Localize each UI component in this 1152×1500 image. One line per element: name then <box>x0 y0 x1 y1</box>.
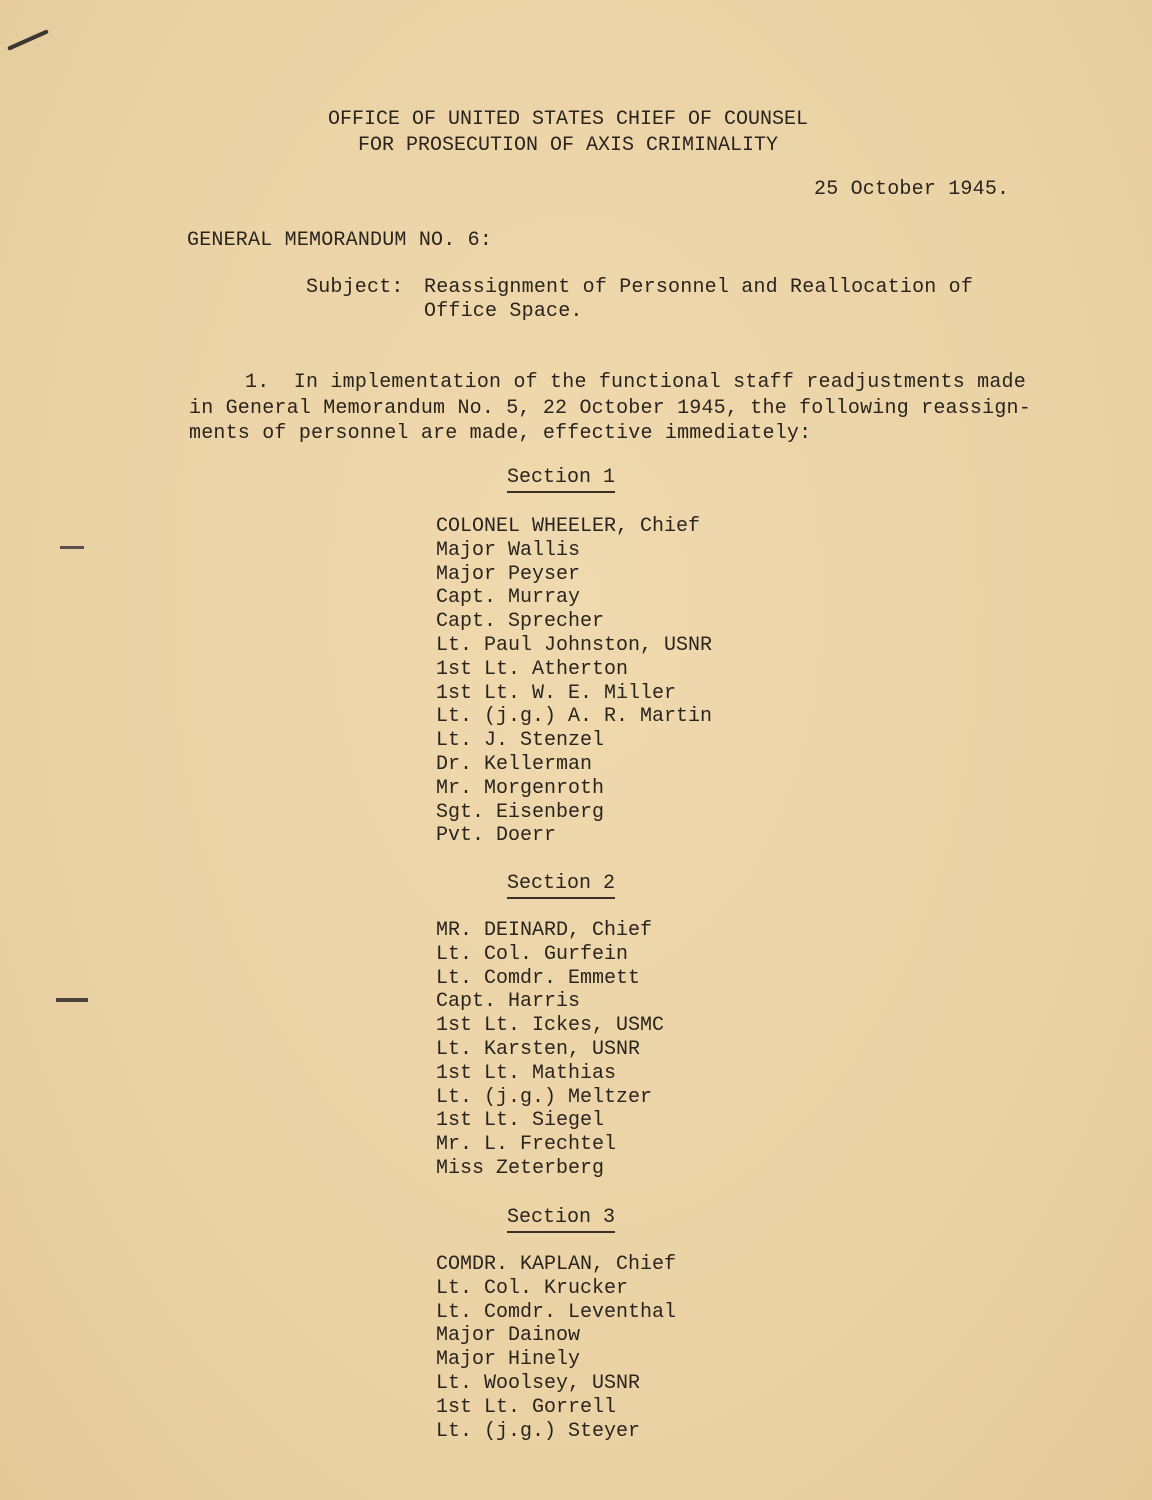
list-item: 1st Lt. W. E. Miller <box>436 681 677 705</box>
list-item: Lt. Paul Johnston, USNR <box>436 633 713 657</box>
list-item: Lt. Col. Krucker <box>436 1276 629 1300</box>
list-item: Lt. Woolsey, USNR <box>436 1371 641 1395</box>
list-item: Mr. Morgenroth <box>436 776 605 800</box>
subject-line-1: Reassignment of Personnel and Reallocation of <box>424 276 974 299</box>
list-item: Lt. Col. Gurfein <box>436 942 629 966</box>
list-item: Capt. Sprecher <box>436 610 605 634</box>
subject-label: Subject: <box>306 276 404 299</box>
list-item: MR. DEINARD, Chief <box>436 919 653 942</box>
list-item: 1st Lt. Mathias <box>436 1061 617 1085</box>
list-item: 1st Lt. Atherton <box>436 657 629 681</box>
list-item: COLONEL WHEELER, Chief <box>436 515 701 538</box>
punch-mark-2 <box>56 998 88 1002</box>
list-item: Lt. Karsten, USNR <box>436 1037 641 1061</box>
list-item: Pvt. Doerr <box>436 824 557 848</box>
list-item: Lt. (j.g.) Steyer <box>436 1419 641 1443</box>
list-item: Capt. Murray <box>436 586 581 610</box>
memo-title: GENERAL MEMORANDUM NO. 6: <box>187 229 493 252</box>
section-2-roster <box>436 919 664 1181</box>
list-item: Major Dainow <box>436 1324 581 1348</box>
section-2-title-text: Section 2 <box>507 872 615 899</box>
list-item: Lt. Comdr. Leventhal <box>436 1300 677 1324</box>
subject-line-2: Office Space. <box>424 300 583 323</box>
list-item: Lt. Comdr. Emmett <box>436 966 641 990</box>
list-item: Dr. Kellerman <box>436 752 593 776</box>
list-item: 1st Lt. Gorrell <box>436 1395 617 1419</box>
section-1-title <box>0 466 1122 490</box>
list-item: Major Hinely <box>436 1348 581 1372</box>
list-item: Major Peyser <box>436 562 581 586</box>
list-item: Lt. (j.g.) Meltzer <box>436 1085 653 1109</box>
scan-mark-top-left <box>7 29 49 51</box>
list-item: Capt. Harris <box>436 990 581 1014</box>
section-3-title-text: Section 3 <box>507 1206 615 1233</box>
paragraph-1-line-2: in General Memorandum No. 5, 22 October 1945, the following reassign- <box>189 397 1031 420</box>
office-header-line-2: FOR PROSECUTION OF AXIS CRIMINALITY <box>357 134 779 157</box>
list-item: Lt. (j.g.) A. R. Martin <box>436 705 713 729</box>
list-item: 1st Lt. Ickes, USMC <box>436 1014 665 1038</box>
list-item: Miss Zeterberg <box>436 1156 605 1180</box>
section-3-roster <box>436 1253 676 1443</box>
list-item: 1st Lt. Siegel <box>436 1109 605 1133</box>
list-item: Mr. L. Frechtel <box>436 1133 617 1157</box>
section-1-roster <box>436 515 712 848</box>
office-header-line-1: OFFICE OF UNITED STATES CHIEF OF COUNSEL <box>327 108 809 131</box>
list-item: Lt. J. Stenzel <box>436 729 605 753</box>
list-item: Major Wallis <box>436 538 581 562</box>
punch-mark-1 <box>60 546 84 549</box>
section-1-title-text: Section 1 <box>507 466 615 493</box>
list-item: COMDR. KAPLAN, Chief <box>436 1253 677 1276</box>
memo-date: 25 October 1945. <box>814 178 1010 201</box>
paragraph-1-line-3: ments of personnel are made, effective immediately: <box>189 422 812 445</box>
section-2-title <box>0 872 1122 896</box>
section-3-title <box>0 1206 1122 1230</box>
paragraph-1-line-1: 1. In implementation of the functional staff readjustments made <box>245 371 1026 394</box>
list-item: Sgt. Eisenberg <box>436 800 605 824</box>
